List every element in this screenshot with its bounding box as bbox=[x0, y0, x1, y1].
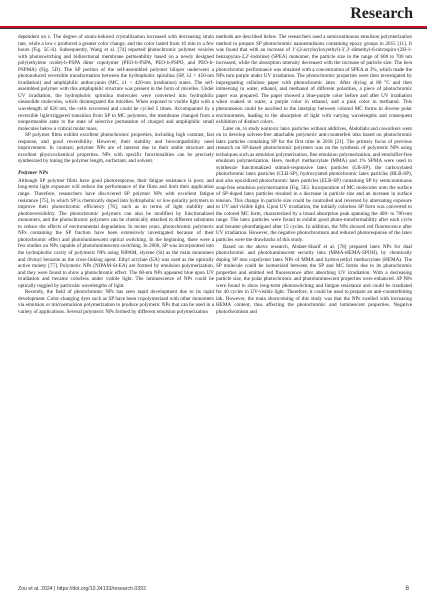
paragraph: dependent on ε. The degree of strain-induced crystallization increased with decreasing strain rate, while a low ε produced a greater color change, and the color lasted from 10 min to a few hours (Fig. 5C-ii). Subsequently, Wang et al. [74] reported photochromic polymer vesicles with photoswitching and bidirectional membrane permeability based on a newly designed poly(ethylene oxide)-b-PSPA diner copolymer (PEO-b-PSPA, PEO-b-PSPO, and PEO-b-PSPMA) (Fig. 5D). The SP portion of the self-assembled polymer bilayer underwent a photoinduced reversible transformation between the hydrophobic spirulina (SP, λ2 > 450-nm irradiation) and amphiphilic anthocyanin (MC, λ1 < 420-nm irradiation) states. The self-assembled polymer with this amphiphilic structure was present in the form of micelles. Under UV irradiation, the hydrophobic spirulina molecules were converted into hydrophilic oleanolide molecules, which disintegrated the micelles. When exposed to visible light with a wavelength of 620 nm, the cells recovered and could be cycled 5 times. Accompanied by a reversible light-triggered transition from SP to MC polymers, the membrane changed from a nonpermeable state to the state of selective permeation of charged and amphiphilic small molecules below a critical molar mass. bbox=[18, 34, 214, 132]
running-title: Research bbox=[350, 5, 413, 22]
paragraph: Later on, to study nontoxic latex particles without additives, Abdollahi and coworkers went on to develop solvent-free attachable polymeric anti-counterfeit inks based on photochromic latex particles containing SP for the first time in 2018 [21]. The primary focus of previous research on SP-based photochromic polymers was on the synthesis of polymeric NPs using techniques such as emulsion polymerization, fine emulsion polymerization, and emulsifier-free emulsion polymerization. Here, methyl methacrylate (MMA) and 1% SPMA were used to synthesize functionalized stimuli-responsive latex particles (LB-SP), the carboxylated photochromic latex particles (CLB-SP), hydroxylated photochromic latex particles (HLB-SP), and also epoxidized photochromic latex particles (ELB-SP) containing SP by semicontinuous soap-free emulsion polymerization (Fig. 5E). Incorporation of MC molecules onto the surface of SP-doped latex particles resulted in a decrease in particle size and an increase in surface tension. This change in particle size could be controlled and reversed by alternating exposure to UV and visible light. Upon UV irradiation, the initially colorless SP form was converted to the colored MC form, characterized by a broad absorption peak spanning the 400- to 700-nm range. The latex particles were found to exhibit good photo-transformability after each cycle and became photofatigued after 15 cycles. In addition, the NPs showed red fluorescence after UV irradiation. However, the negative photochromism and reduced photoresponse of the latex particles were the drawbacks of this study. bbox=[216, 125, 412, 243]
paragraph: Recently, the field of photochromic NPs has seen rapid development due to its rapid development. Color-changing dyes such as SP have been copolymerized with other monomers via emulsion or microemulsion polymerization to produce polymeric NPs that can be used in a variety of applications. Several polymeric NPs formed by different emulsion polymerization bbox=[18, 289, 214, 315]
paragraph: Although SP polymer films have good photoresponse, their fatigue resistance is poor, and long-term light exposure will reduce the performance of the films and limit their application range. Therefore, researchers have discovered SP polymer NPs with excellent fatigue resistance [75], in which SP is chemically doped into hydrophobic or low-polarity polymers to improve their photochromic efficiency [76], such as in terms of light stability and photoreversibility. The photochromic polymers can also be modified by functionalized monomers, and the photochromic polymers can be chemically attached to different substrates to reduce the effects of environmental degradation. In recent years, photochromic polymeric NPs containing the SP fraction have been extensively investigated because of their photochromic effect and photoluminescent optical switching. In the beginning, there were a few studies on NPs capable of photoluminescent switching. In 2006, SP was incorporated into the hydrophobic cavity of polymeric NPs using NIPAM, styrene (St) as the main monomers and divinyl benzene as the cross-linking agent. Ethyl acrylate (EA) was used as the optically active moiety [77]. Polymeric NPs (NIPAM-St-EA) are formed by emulsion polymerization, and they were found to show a photochromic effect. The 68-nm NPs appeared blue upon UV irradiation and became colorless under visible light. The luminescence of NPs could be optically toggled by particular wavelengths of light. bbox=[18, 177, 214, 289]
left-column bbox=[18, 34, 214, 566]
section-heading: Polymer NPs bbox=[18, 169, 49, 176]
citation-link[interactable]: Zou et al. 2024 | https://doi.org/10.34133/research.0392 bbox=[18, 586, 146, 592]
paragraph: SP polymer films exhibit excellent photochromic properties, including high contrast, fast response, and good reversibility. However, their stability and biocompatibility need improvement. In contrast, polymer NPs are of interest due to their stable structure and excellent physicochemical properties. NPs with specific functionalities can be precisely synthesized by tuning the polymer length, surfactant, and solvent. bbox=[18, 132, 214, 165]
page-number: 8 bbox=[405, 585, 409, 592]
right-column bbox=[216, 34, 412, 566]
paragraph: methods are described below. The researchers used a semicontinuous emulsion polymerization method to prepare SP photochromic nanoemulsions containing epoxy groups in 2015 [11]. It was found that with an increase of 1′-(2-acryloyloxyethyl)-3′,3′-dimethyl-6-nitrospiro-(2H-1-benzopyran-2,2′-indoline) (SPEA) monomer, the particle size in the range of 600 to 700 nm increased, while the absorption intensity decreased with the increase of particle size. The best photochromic performance was obtained with a concentration of SPEA at 3%, which made the NPs turn purple under UV irradiation. The photochromic properties were then investigated by impregnating cellulose paper with photochromic latex. After drying at 80 °C and then immersing in water, ethanol, and methanol of different polarities, a piece of photochromic paper was prepared. The paper showed a blue-purple color before and after UV irradiation when soaked in water, a purple color in ethanol, and a pink color in methanol. This phenomenon could be ascribed to the interplay between colored MC forms in diverse polar environments, leading to the absorption of light with varying wavelengths and consequent exhibition of distinct colors. bbox=[216, 34, 412, 126]
header-rule bbox=[0, 28, 427, 29]
top-header bbox=[0, 0, 427, 30]
paragraph: Based on the above research, Abdaei-Sharif et al. [78] prepared latex NPs for dual photochromic and photoluminescent security inks (MMA-HEMA-SPOH), by chemically doping SP into copolymer latex NPs of MMA and hydroxyethyl methacrylate (HEMA). The SP molecule could be isomerized between the SP and MC forms due to its photochromic properties and emitted red fluorescence after absorbing UV irradiation. With a decreasing particle size, the polar photochromic and photoluminescent properties were enhanced. SP NPs were found to show long-term photoswitching and fatigue resistance and could be irradiated for 40 cycles in UV-visible light. Therefore, it could be used to prepare an anti-counterfeiting ink. However, the main shortcoming of this study was that the NPs swelled with increasing HEMA content, thus affecting the photochromic and luminescent properties. Negative photochromism and bbox=[216, 243, 412, 315]
